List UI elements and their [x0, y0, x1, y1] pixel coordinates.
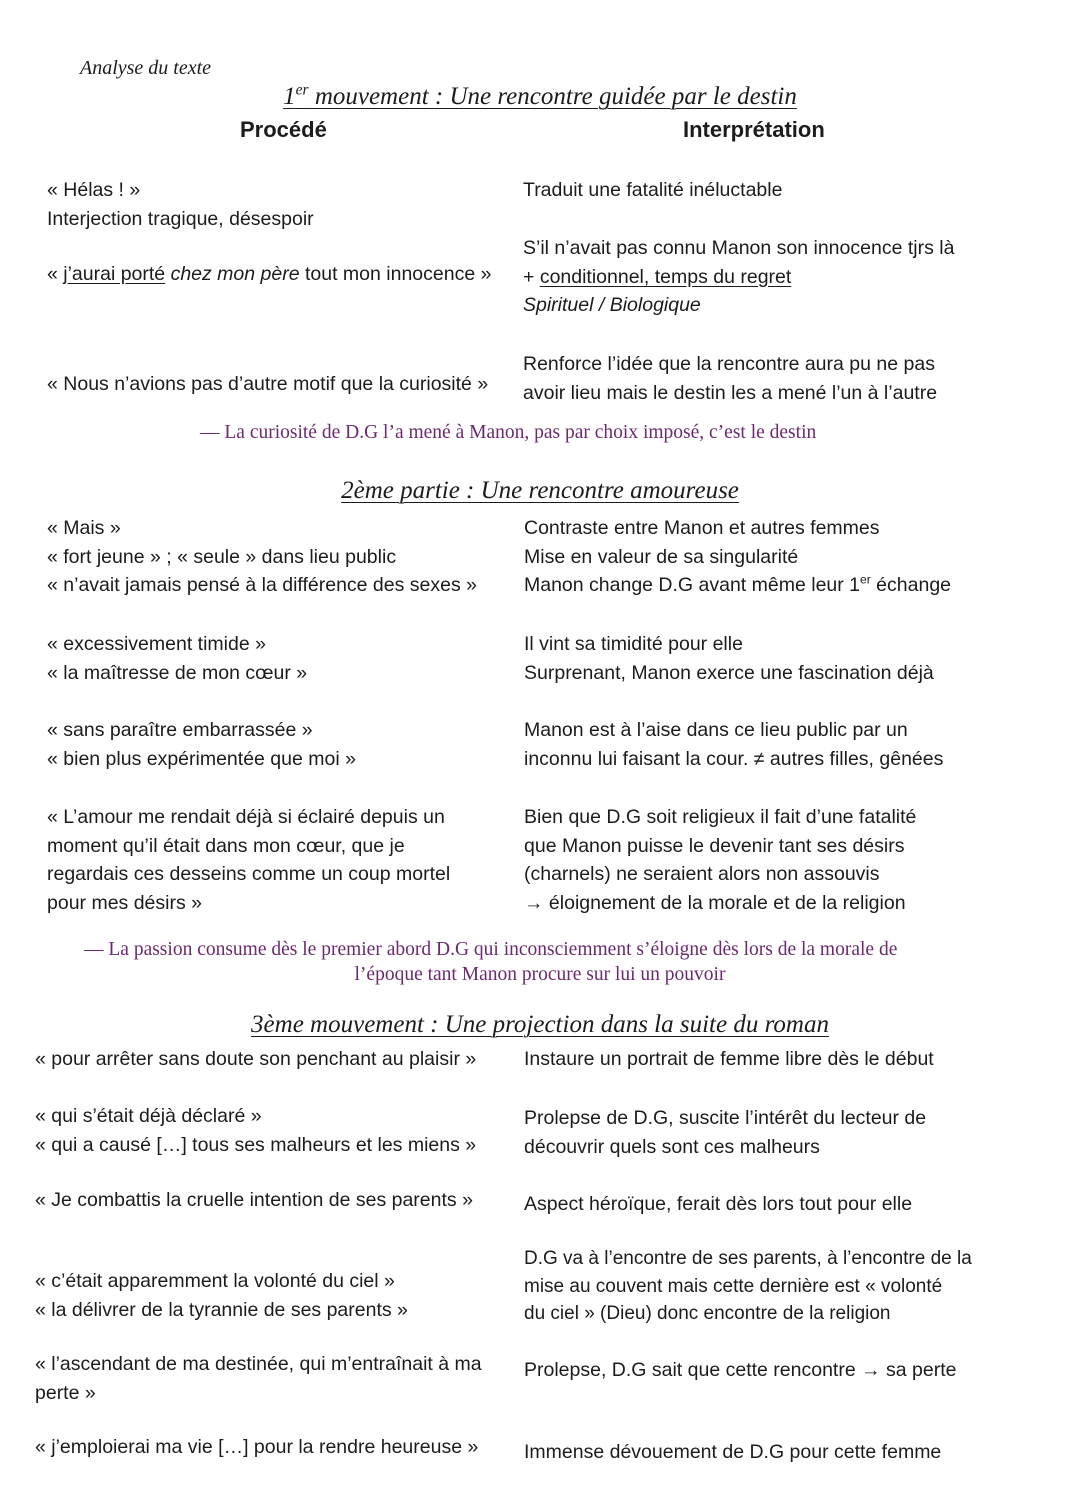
- s1-r2-italic: chez mon père: [165, 263, 300, 285]
- s3-r2-right-b: découvrir quels sont ces malheurs: [524, 1135, 820, 1158]
- s2-r4-right-d: → éloignement de la morale et de la religion: [524, 891, 906, 914]
- s3-r4-right-c: du ciel » (Dieu) donc encontre de la religion: [524, 1303, 891, 1324]
- s1-r1-right: Traduit une fatalité inéluctable: [523, 179, 783, 201]
- s3-r3-left: « Je combattis la cruelle intention de ses parents »: [35, 1189, 473, 1211]
- s2-r3-right: [524, 716, 943, 773]
- s1-r2-plus: +: [523, 265, 540, 288]
- s2-r3-right-a: Manon est à l’aise dans ce lieu public par un: [524, 719, 908, 741]
- section1-title-rest: mouvement : Une rencontre guidée par le destin: [308, 83, 797, 110]
- s2-r2-right-a: Il vint sa timidité pour elle: [524, 633, 743, 655]
- s2-r4-left: [47, 803, 450, 917]
- s1-r2-rest: tout mon innocence »: [299, 263, 492, 285]
- s1-r2-open: «: [47, 263, 64, 285]
- s3-r1-left: « pour arrêter sans doute son penchant au plaisir »: [35, 1048, 477, 1070]
- s3-r1-right: Instaure un portrait de femme libre dès le début: [524, 1048, 934, 1070]
- s2-r1-right-c-pre: Manon change D.G avant même leur 1: [524, 574, 861, 596]
- s1-r1-left-a: « Hélas ! »: [47, 179, 141, 201]
- s2-r2-left-b: « la maîtresse de mon cœur »: [47, 661, 308, 684]
- s2-r2-left-a: « excessivement timide »: [47, 633, 266, 655]
- s2-r3-left: [47, 716, 356, 773]
- s2-r3-left-a: « sans paraître embarrassée »: [47, 719, 313, 741]
- s2-r1-right: [524, 514, 951, 600]
- s3-r4-left: [35, 1267, 408, 1324]
- s3-r5-left: [35, 1350, 482, 1407]
- s3-r2-left-b: « qui a causé […] tous ses malheurs et les miens »: [35, 1133, 477, 1156]
- s1-r2-underlined: j’aurai porté: [63, 263, 166, 285]
- s3-r2-left: [35, 1102, 476, 1159]
- s2-r4-left-d: pour mes désirs »: [47, 891, 202, 914]
- s2-r4-right-c: (charnels) ne seraient alors non assouvis: [524, 863, 880, 885]
- s2-r4-right-a: Bien que D.G soit religieux il fait d’une fatalité: [524, 806, 917, 828]
- section1-title-sup: er: [295, 81, 309, 99]
- s3-r3-right: Aspect héroïque, ferait dès lors tout pour elle: [524, 1193, 913, 1215]
- s3-r2-right: [524, 1104, 926, 1161]
- s2-r2-right: [524, 630, 934, 687]
- s1-r2-right: [523, 234, 954, 320]
- section3-title: 3ème mouvement : Une projection dans la suite du roman: [251, 1011, 829, 1038]
- s3-r4-right: [524, 1245, 972, 1328]
- s2-r1-right-c-post: échange: [870, 574, 952, 596]
- s3-r4-left-a: « c’était apparemment la volonté du ciel »: [35, 1270, 395, 1292]
- s1-r2-right-a: S’il n’avait pas connu Manon son innocence tjrs là: [523, 237, 955, 259]
- s1-r3-right-b: avoir lieu mais le destin les a mené l’un à l’autre: [523, 381, 938, 404]
- s1-r3-right: [523, 350, 937, 407]
- page-label: Analyse du texte: [80, 57, 212, 79]
- s2-r4-right-b: que Manon puisse le devenir tant ses désirs: [524, 834, 905, 857]
- s2-r2-right-b: Surprenant, Manon exerce une fascination déjà: [524, 661, 934, 684]
- section1-title-num: 1: [283, 83, 296, 110]
- s1-r2-left: [47, 260, 491, 289]
- s2-r1-right-c: [524, 571, 951, 600]
- section1-conclusion: — La curiosité de D.G l’a mené à Manon, pas par choix imposé, c’est le destin: [200, 422, 817, 443]
- s3-r2-left-a: « qui s’était déjà déclaré »: [35, 1105, 262, 1127]
- s3-r5-right: Prolepse, D.G sait que cette rencontre → sa perte: [524, 1359, 957, 1381]
- s3-r5-left-a: « l’ascendant de ma destinée, qui m’entraînait à ma: [35, 1353, 482, 1375]
- s2-r2-left: [47, 630, 307, 687]
- s2-r1-right-c-sup: er: [860, 572, 871, 587]
- s3-r6-left: « j’emploierai ma vie […] pour la rendre heureuse »: [35, 1436, 479, 1458]
- s2-r1-left-c: « n’avait jamais pensé à la différence des sexes »: [47, 574, 477, 596]
- s1-r2-right-c: Spirituel / Biologique: [523, 294, 701, 316]
- section2-title: 2ème partie : Une rencontre amoureuse: [341, 477, 739, 504]
- s2-r4-right: [524, 803, 916, 917]
- s3-r4-left-b: « la délivrer de la tyrannie de ses parents »: [35, 1298, 408, 1321]
- column-header-procede: Procédé: [240, 117, 327, 142]
- s2-r4-left-c: regardais ces desseins comme un coup mortel: [47, 863, 451, 885]
- section2-conclusion-b: l’époque tant Manon procure sur lui un pouvoir: [354, 964, 726, 985]
- section2-conclusion-a: — La passion consume dès le premier abord D.G qui inconsciemment s’éloigne dès lors de la morale de: [84, 939, 898, 960]
- s1-r1-left: [47, 176, 314, 233]
- s3-r2-right-a: Prolepse de D.G, suscite l’intérêt du lecteur de: [524, 1107, 927, 1129]
- s1-r3-right-a: Renforce l’idée que la rencontre aura pu ne pas: [523, 353, 935, 375]
- s2-r1-left-b: « fort jeune » ; « seule » dans lieu public: [47, 545, 397, 568]
- s3-r4-right-b: mise au couvent mais cette dernière est « volonté: [524, 1275, 943, 1297]
- s3-r5-left-b: perte »: [35, 1381, 96, 1404]
- s2-r3-right-b: inconnu lui faisant la cour. ≠ autres filles, gênées: [524, 747, 944, 770]
- s2-r1-left-a: « Mais »: [47, 517, 121, 539]
- s2-r1-left: [47, 514, 477, 600]
- column-header-interpretation: Interprétation: [683, 117, 825, 142]
- s1-r3-left: « Nous n’avions pas d’autre motif que la curiosité »: [47, 373, 489, 395]
- s2-r4-left-a: « L’amour me rendait déjà si éclairé depuis un: [47, 806, 445, 828]
- s2-r3-left-b: « bien plus expérimentée que moi »: [47, 747, 356, 770]
- s2-r1-right-b: Mise en valeur de sa singularité: [524, 545, 799, 568]
- s3-r6-right: Immense dévouement de D.G pour cette femme: [524, 1441, 942, 1463]
- s2-r1-right-a: Contraste entre Manon et autres femmes: [524, 517, 880, 539]
- s1-r1-left-b: Interjection tragique, désespoir: [47, 207, 314, 230]
- s1-r2-conditionnel: conditionnel, temps du regret: [539, 265, 792, 288]
- s1-r2-right-b: [523, 263, 954, 292]
- section1-title: [0, 83, 1080, 111]
- s3-r4-right-a: D.G va à l’encontre de ses parents, à l’encontre de la: [524, 1248, 972, 1269]
- s2-r4-left-b: moment qu’il était dans mon cœur, que je: [47, 834, 405, 857]
